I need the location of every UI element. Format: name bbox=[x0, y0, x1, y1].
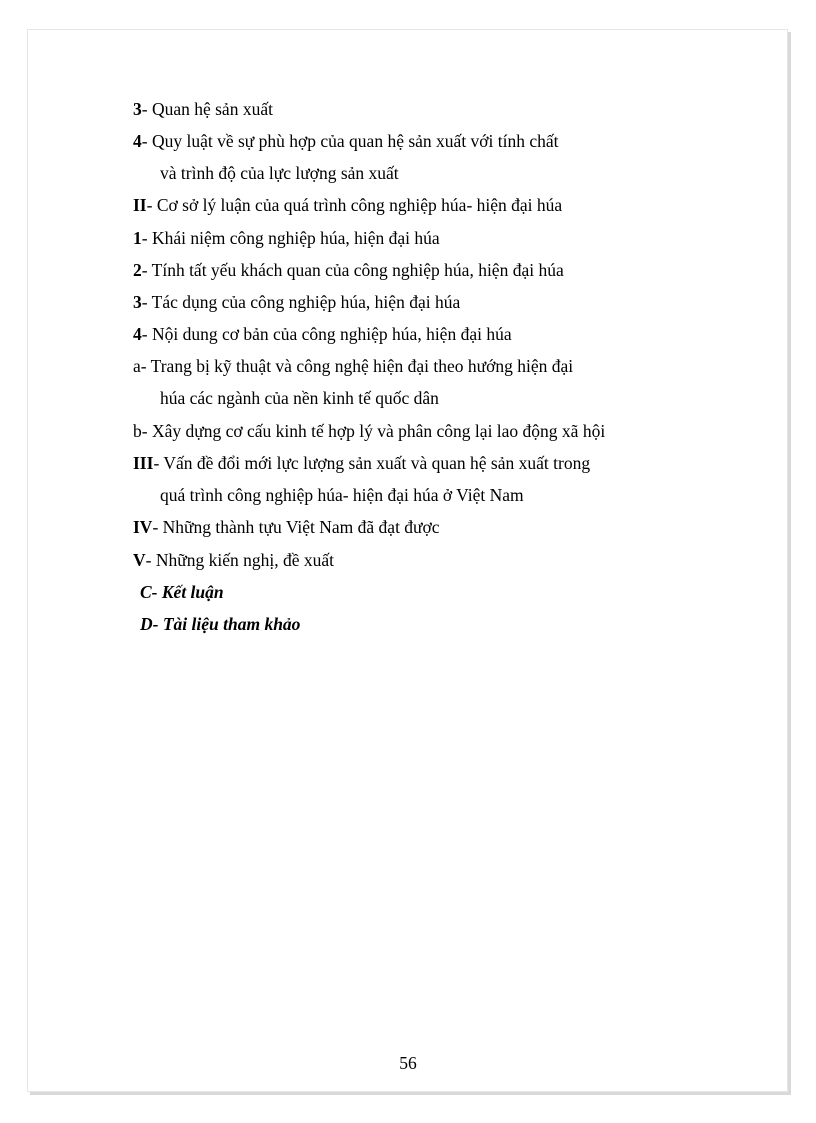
toc-item bbox=[133, 420, 605, 442]
toc-item-number: 2 bbox=[133, 260, 142, 280]
toc-item-number: III bbox=[133, 453, 154, 473]
toc-item-text: - Quan hệ sản xuất bbox=[141, 99, 273, 119]
toc-item-continuation bbox=[160, 484, 524, 506]
toc-item-continuation bbox=[160, 162, 399, 184]
toc-item-text: húa các ngành của nền kinh tế quốc dân bbox=[160, 388, 439, 408]
toc-item-text: C- Kết luận bbox=[140, 582, 224, 602]
toc-item-text: - Vấn đề đổi mới lực lượng sản xuất và quan hệ sản xuất trong bbox=[153, 453, 591, 473]
toc-item-number: II bbox=[133, 195, 147, 215]
toc-item bbox=[133, 98, 273, 120]
toc-item-number: V bbox=[133, 550, 146, 570]
toc-item bbox=[133, 259, 564, 281]
toc-item-text: b- Xây dựng cơ cấu kinh tế hợp lý và phân công lại lao động xã hội bbox=[133, 421, 606, 441]
toc-item-number: 3 bbox=[133, 99, 142, 119]
toc-item-number: 4 bbox=[133, 131, 142, 151]
toc-item bbox=[133, 227, 440, 249]
toc-item bbox=[133, 291, 460, 313]
toc-item-number: IV bbox=[133, 517, 153, 537]
toc-item-number: 1 bbox=[133, 228, 142, 248]
toc-item bbox=[133, 323, 512, 345]
toc-item-conclusion bbox=[140, 581, 224, 603]
toc-item-text: - Tính tất yếu khách quan của công nghiệp húa, hiện đại húa bbox=[141, 260, 564, 280]
toc-item bbox=[133, 130, 559, 152]
toc-item-references bbox=[140, 613, 300, 635]
toc-item-text: D- Tài liệu tham khảo bbox=[140, 614, 301, 634]
toc-item-text: quá trình công nghiệp húa- hiện đại húa ở Việt Nam bbox=[160, 485, 524, 505]
toc-item-text: - Tác dụng của công nghiệp húa, hiện đại húa bbox=[141, 292, 461, 312]
toc-item-text: - Quy luật về sự phù hợp của quan hệ sản xuất với tính chất bbox=[141, 131, 559, 151]
toc-item-text: và trình độ của lực lượng sản xuất bbox=[160, 163, 399, 183]
toc-item-text: - Khái niệm công nghiệp húa, hiện đại húa bbox=[141, 228, 440, 248]
toc-item bbox=[133, 516, 440, 538]
toc-item bbox=[133, 452, 590, 474]
toc-item bbox=[133, 194, 562, 216]
toc-item-number: 3 bbox=[133, 292, 142, 312]
toc-item-continuation bbox=[160, 387, 439, 409]
toc-item bbox=[133, 549, 334, 571]
toc-item-text: - Nội dung cơ bản của công nghiệp húa, hiện đại húa bbox=[141, 324, 512, 344]
toc-item-number: 4 bbox=[133, 324, 142, 344]
toc-item-text: - Cơ sở lý luận của quá trình công nghiệp húa- hiện đại húa bbox=[146, 195, 563, 215]
toc-item-text: a- Trang bị kỹ thuật và công nghệ hiện đại theo hướng hiện đại bbox=[133, 356, 574, 376]
toc-item-text: - Những thành tựu Việt Nam đã đạt được bbox=[152, 517, 440, 537]
toc-item-text: - Những kiến nghị, đề xuất bbox=[145, 550, 334, 570]
toc-item bbox=[133, 355, 573, 377]
page-number: 56 bbox=[399, 1053, 417, 1073]
